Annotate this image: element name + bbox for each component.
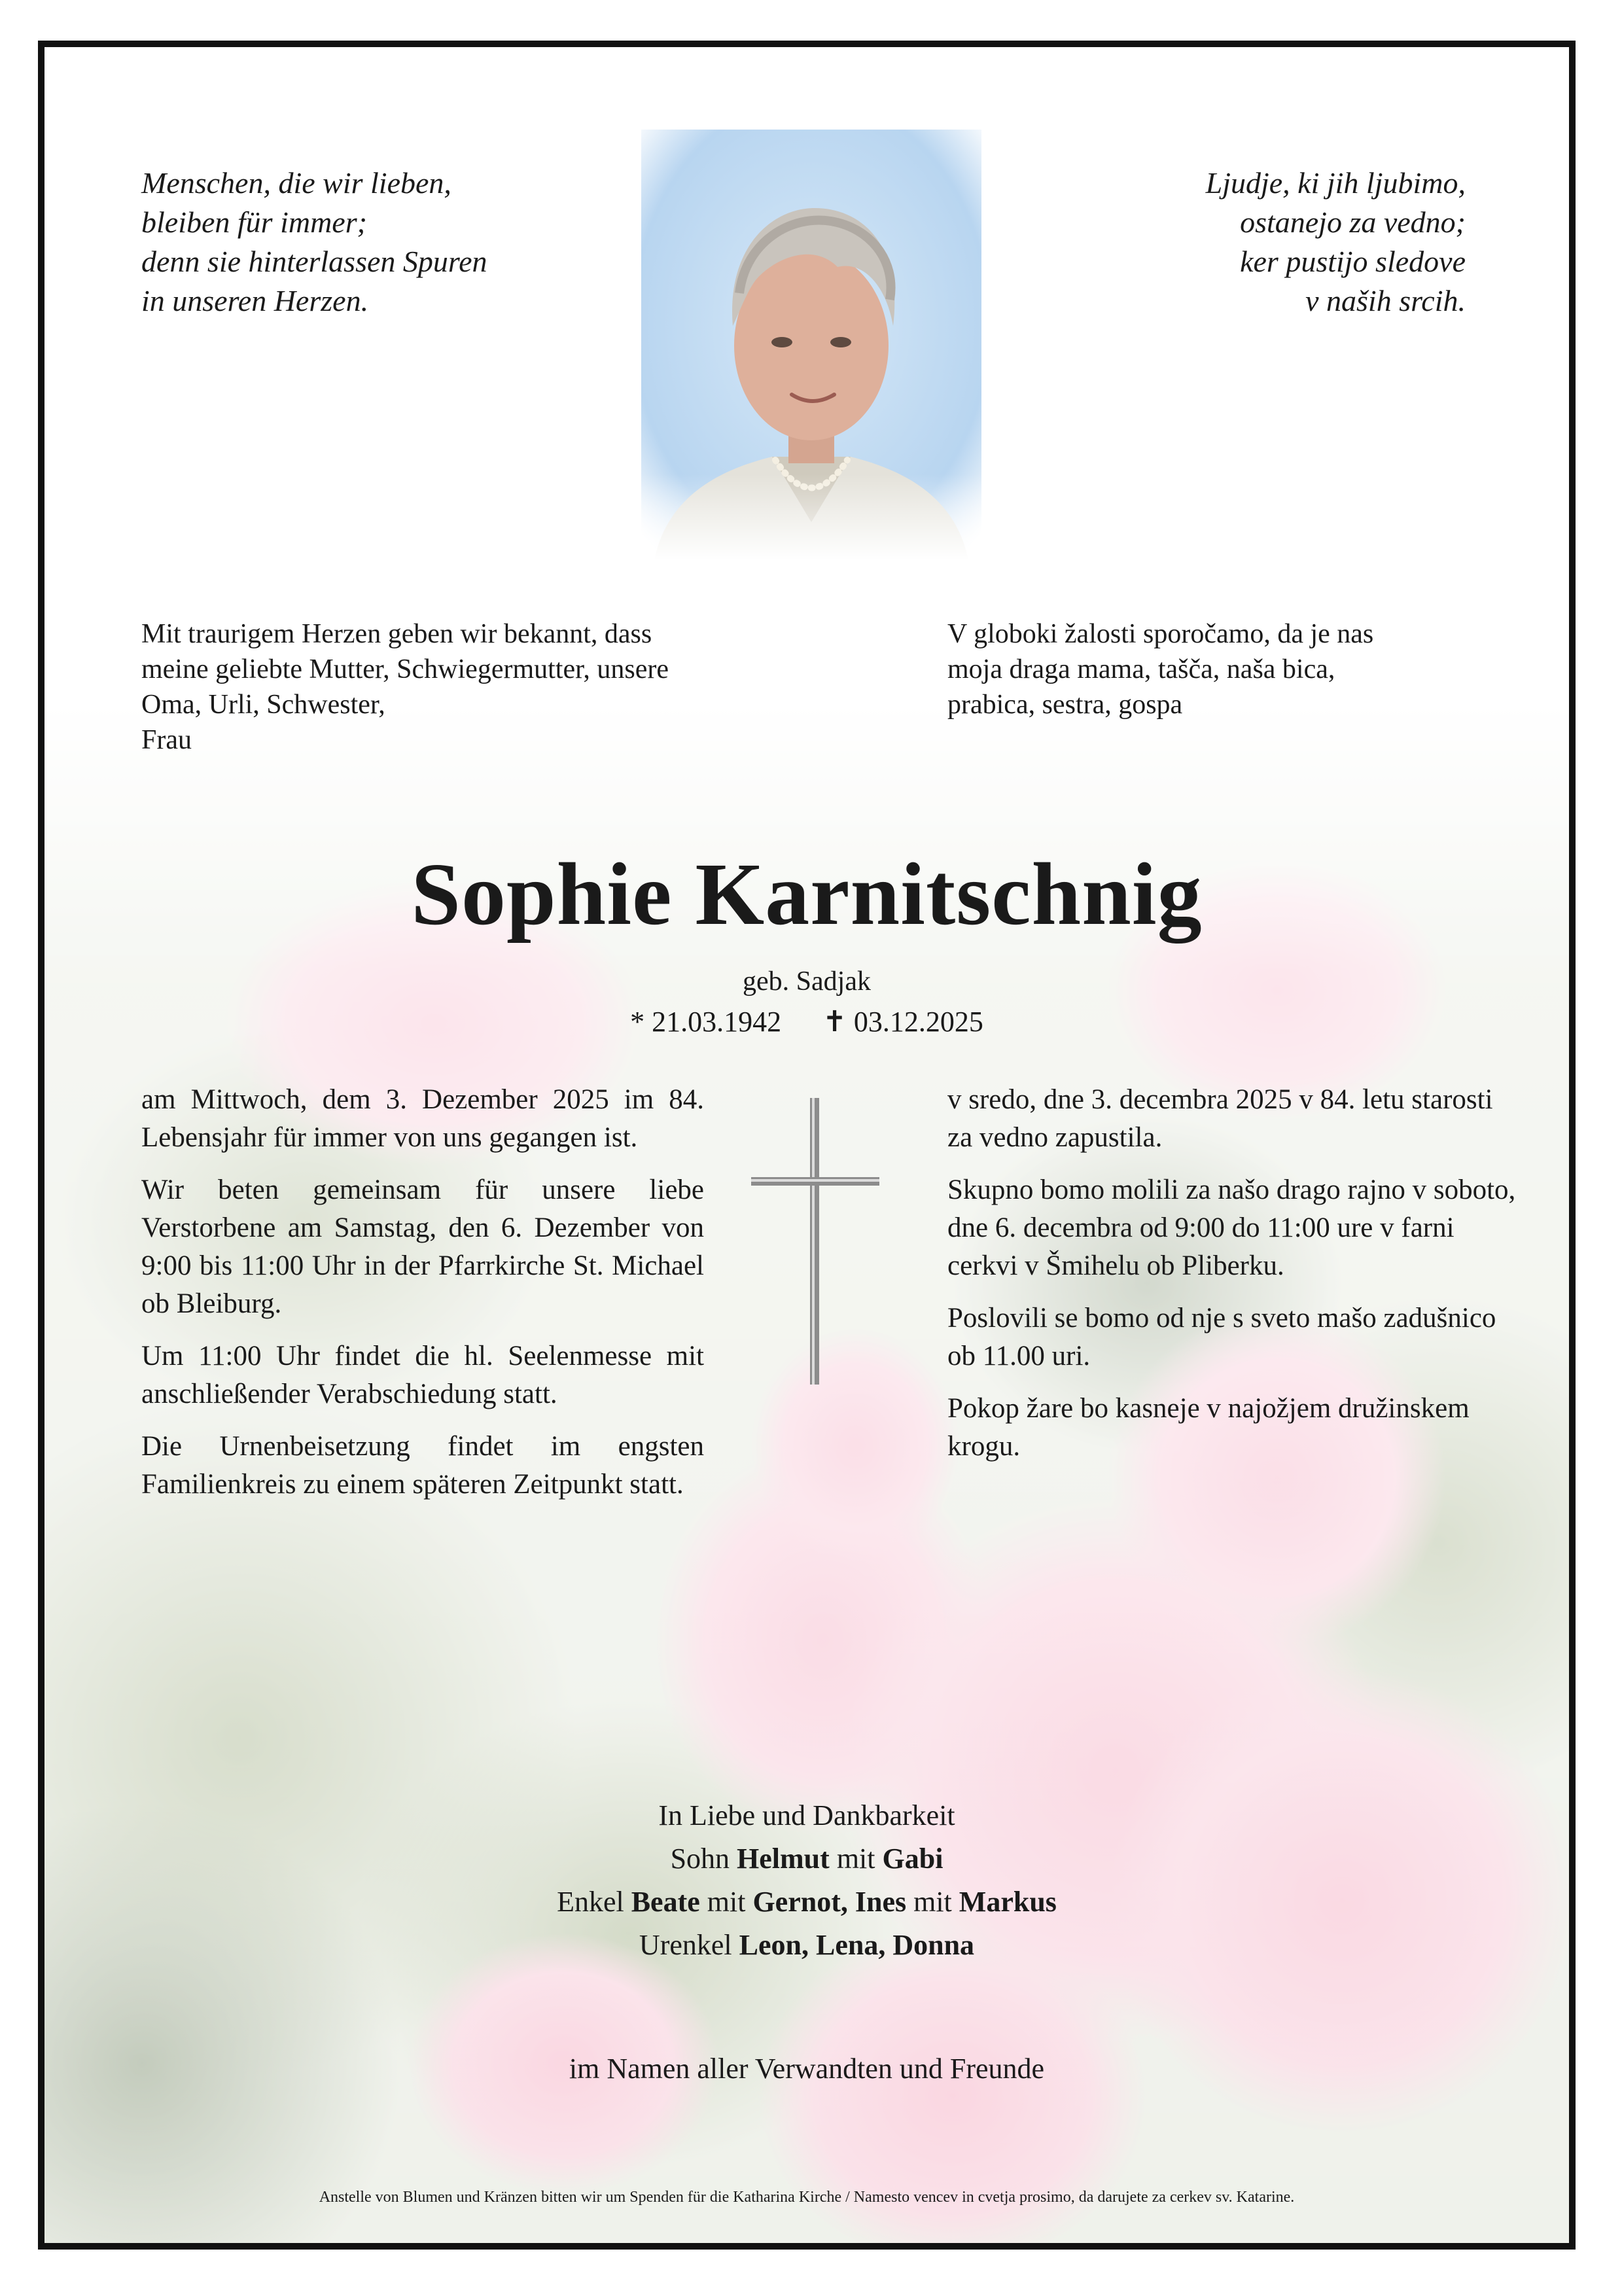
mourners-block [44,1794,1569,1967]
paragraph: Die Urnenbeisetzung findet im engsten Familienkreis zu einem späteren Zeitpunkt statt. [141,1431,704,1500]
paragraph: Um 11:00 Uhr findet die hl. Seelenmesse mit anschließender Verabschiedung statt. [141,1341,704,1409]
intro-slovene: V globoki žalosti sporočamo, da je nas moja draga mama, tašča, naša bica, prabica, sestra, gospa [947,619,1374,720]
text-column-german [141,1081,704,1518]
paragraph: Skupno bomo molili za našo drago rajno v soboto, dne 6. decembra od 9:00 do 11:00 ure v farni cerkvi v Šmihelu ob Pliberku. [947,1174,1516,1281]
death-date: ✝ 03.12.2025 [822,1006,983,1038]
paragraph: Poslovili se bomo od nje s sveto mašo zadušnico ob 11.00 uri. [947,1303,1496,1371]
paragraph: am Mittwoch, dem 3. Dezember 2025 im 84. Lebensjahr für immer von uns gegangen ist. [141,1084,704,1153]
mourners-son: Sohn Helmut mit Gabi [670,1843,943,1875]
obituary-frame [38,41,1576,2250]
birth-date: * 21.03.1942 [630,1006,782,1038]
mourners-grandchildren: Enkel Beate mit Gernot, Ines mit Markus [557,1886,1057,1918]
mourners-intro: In Liebe und Dankbarkeit [658,1799,955,1831]
donation-footer: Anstelle von Blumen und Kränzen bitten wir um Spenden für die Katharina Kirche / Namesto vencev in cvetja prosimo, da darujete za cerkev sv. Katarine. [319,2189,1295,2206]
life-dates [44,1004,1569,1040]
quote-slovene: Ljudje, ki jih ljubimo, ostanejo za vedno; ker pustijo sledove v naših srcih. [1205,166,1466,317]
paragraph: Wir beten gemeinsam für unsere liebe Verstorbene am Samstag, den 6. Dezember von 9:00 bis 11:00 Uhr in der Pfarrkirche St. Michael ob Bleiburg. [141,1174,704,1319]
paragraph: v sredo, dne 3. decembra 2025 v 84. letu starosti za vedno zapustila. [947,1084,1493,1153]
portrait-photo [641,130,981,560]
quote-german: Menschen, die wir lieben, bleiben für immer; denn sie hinterlassen Spuren in unseren Herzen. [141,166,487,317]
maiden-name: geb. Sadjak [743,966,871,997]
mourners-great-grandchildren: Urenkel Leon, Lena, Donna [639,1929,975,1961]
cross-icon [745,1094,889,1388]
intro-german: Mit traurigem Herzen geben wir bekannt, dass meine geliebte Mutter, Schwiegermutter, unsere Oma, Urli, Schwester, Frau [141,619,669,755]
family-note: im Namen aller Verwandten und Freunde [569,2053,1045,2085]
deceased-name: Sophie Karnitschnig [411,845,1203,944]
text-column-slovene [947,1081,1523,1480]
paragraph: Pokop žare bo kasneje v najožjem družinskem krogu. [947,1393,1470,1462]
